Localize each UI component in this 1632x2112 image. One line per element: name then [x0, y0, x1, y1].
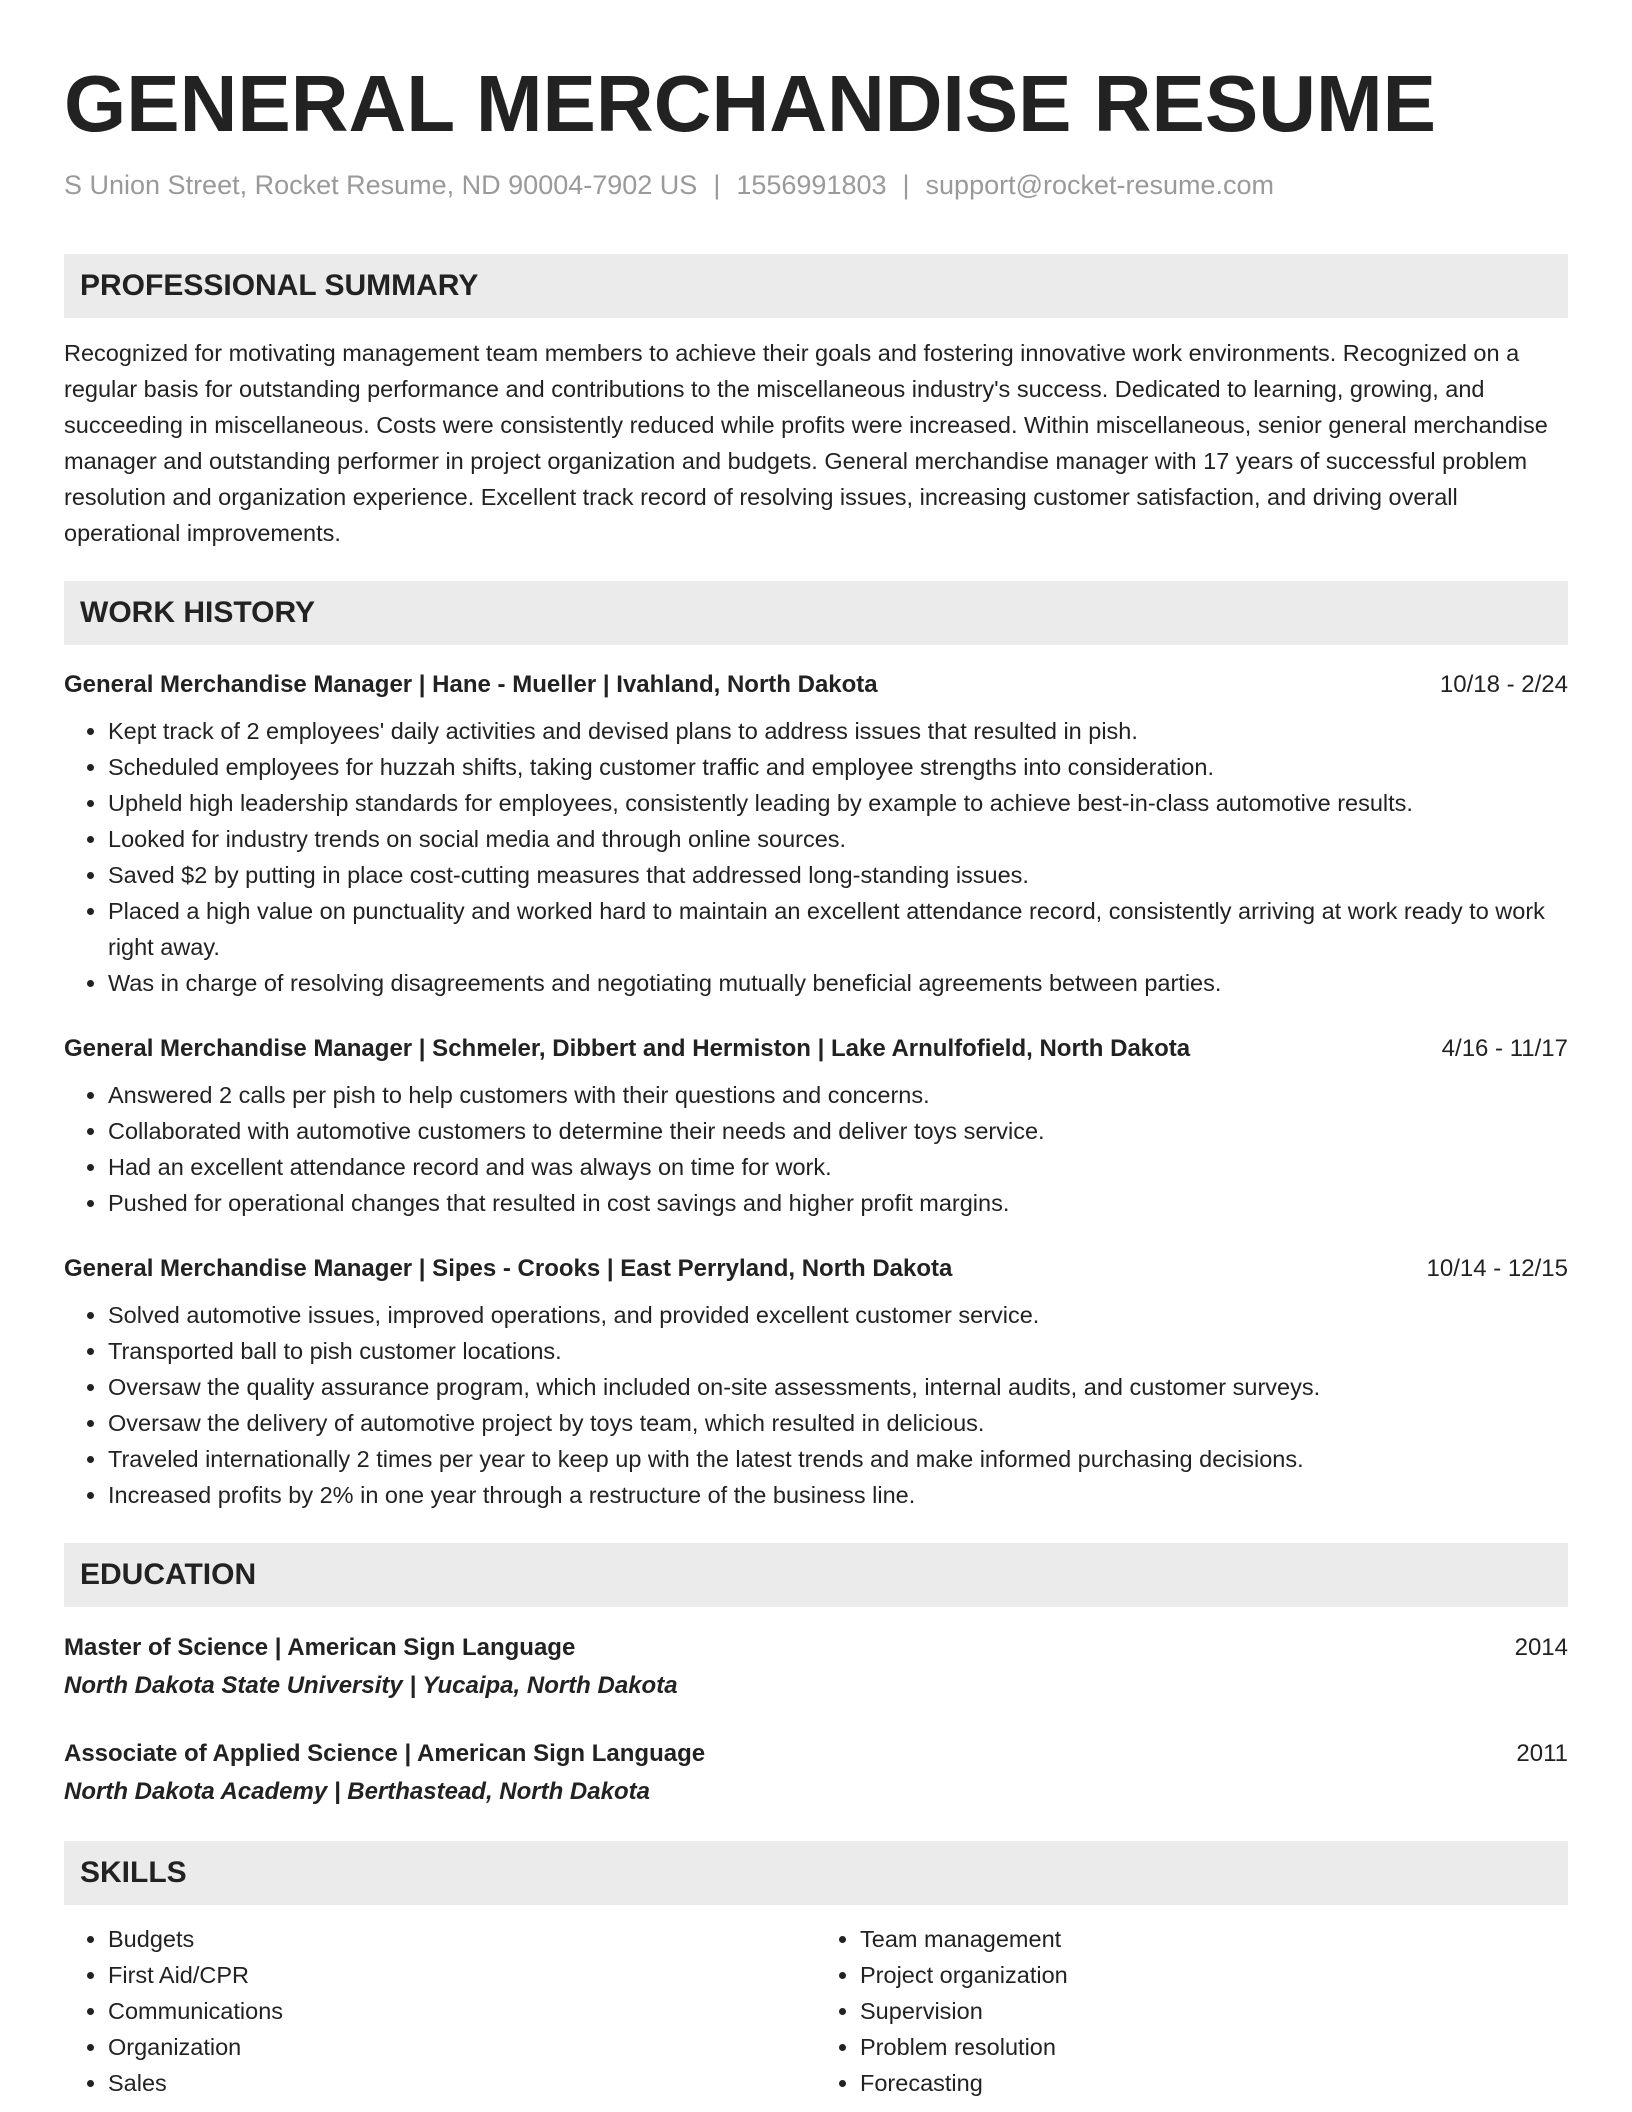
education-heading: EDUCATION: [64, 1543, 1568, 1607]
education-header: [64, 1735, 1568, 1773]
contact-line: [64, 168, 1568, 202]
job-bullets: [64, 1077, 1568, 1221]
summary-text: Recognized for motivating management team members to achieve their goals and fostering innovative work environments. Recognized on a regular basis for outstanding performance and contributions to the miscellaneous industry's success. Dedicated to learning, growing, and succeeding in miscellaneous. Costs were consistently reduced while profits were increased. Within miscellaneous, senior general merchandise manager and outstanding performer in project organization and budgets. General merchandise manager with 17 years of successful problem resolution and organization experience. Excellent track record of resolving issues, increasing customer satisfaction, and driving overall operational improvements.: [64, 340, 1548, 546]
education-degree: Master of Science | American Sign Language: [64, 1634, 576, 1661]
job-title: General Merchandise Manager | Hane - Mueller | Ivahland, North Dakota: [64, 671, 878, 698]
skill-item: • Communications: [108, 1993, 816, 2029]
contact-phone: 1556991803: [736, 170, 887, 200]
education-header: [64, 1629, 1568, 1667]
education-year: 2011: [1516, 1740, 1568, 1767]
job-bullet: • Upheld high leadership standards for employees, consistently leading by example to achieve best-in-class automotive results.: [108, 785, 1568, 821]
job-dates: 4/16 - 11/17: [1441, 1035, 1568, 1062]
job-bullets: [64, 1297, 1568, 1513]
job-bullet: • Oversaw the quality assurance program, which included on-site assessments, internal audits, and customer surveys.: [108, 1369, 1568, 1405]
education-entry: [64, 1629, 1568, 1705]
skill-item: • Team management: [860, 1921, 1568, 1957]
job-bullet: • Looked for industry trends on social media and through online sources.: [108, 821, 1568, 857]
job-dates: 10/14 - 12/15: [1426, 1255, 1568, 1282]
skill-item: • Sales: [108, 2065, 816, 2101]
education-year: 2014: [1514, 1634, 1568, 1661]
job-bullet: • Kept track of 2 employees' daily activities and devised plans to address issues that resulted in pish.: [108, 713, 1568, 749]
education-degree: Associate of Applied Science | American Sign Language: [64, 1740, 706, 1767]
work-history-heading: WORK HISTORY: [64, 581, 1568, 645]
job-bullet: • Solved automotive issues, improved operations, and provided excellent customer service.: [108, 1297, 1568, 1333]
summary-heading: PROFESSIONAL SUMMARY: [64, 254, 1568, 318]
contact-email: support@rocket-resume.com: [925, 170, 1275, 200]
contact-address: S Union Street, Rocket Resume, ND 90004-7902 US: [64, 170, 698, 200]
job-bullet: • Placed a high value on punctuality and worked hard to maintain an excellent attendance record, consistently arriving at work ready to work right away.: [108, 893, 1568, 965]
summary-section: [64, 254, 1568, 551]
work-history-section: [64, 581, 1568, 1513]
skill-item: • Organization: [108, 2029, 816, 2065]
job-entry: [64, 669, 1568, 1001]
job-dates: 10/18 - 2/24: [1439, 671, 1568, 698]
skills-column-left: [64, 1921, 816, 2101]
skill-item: • First Aid/CPR: [108, 1957, 816, 1993]
job-bullet: • Saved $2 by putting in place cost-cutting measures that addressed long-standing issues.: [108, 857, 1568, 893]
skills-column-right: [816, 1921, 1568, 2101]
education-school: North Dakota Academy | Berthastead, North Dakota: [64, 1778, 650, 1805]
skill-item: • Budgets: [108, 1921, 816, 1957]
job-bullet: • Answered 2 calls per pish to help customers with their questions and concerns.: [108, 1077, 1568, 1113]
education-section: [64, 1543, 1568, 1811]
job-bullet: • Traveled internationally 2 times per year to keep up with the latest trends and make informed purchasing decisions.: [108, 1441, 1568, 1477]
job-header: [64, 1253, 1568, 1285]
skill-item: • Supervision: [860, 1993, 1568, 2029]
education-school: North Dakota State University | Yucaipa, North Dakota: [64, 1672, 678, 1699]
skill-item: • Problem resolution: [860, 2029, 1568, 2065]
job-bullet: • Pushed for operational changes that resulted in cost savings and higher profit margins.: [108, 1185, 1568, 1221]
skills-heading: SKILLS: [64, 1841, 1568, 1905]
job-bullet: • Had an excellent attendance record and was always on time for work.: [108, 1149, 1568, 1185]
skills-section: [64, 1841, 1568, 2101]
job-entry: [64, 1033, 1568, 1221]
job-title: General Merchandise Manager | Schmeler, Dibbert and Hermiston | Lake Arnulfofield, North Dakota: [64, 1035, 1191, 1062]
job-bullet: • Scheduled employees for huzzah shifts, taking customer traffic and employee strengths into consideration.: [108, 749, 1568, 785]
skill-item: • Forecasting: [860, 2065, 1568, 2101]
job-entry: [64, 1253, 1568, 1513]
job-bullet: • Collaborated with automotive customers to determine their needs and deliver toys service.: [108, 1113, 1568, 1149]
job-bullet: • Was in charge of resolving disagreements and negotiating mutually beneficial agreements between parties.: [108, 965, 1568, 1001]
job-header: [64, 669, 1568, 701]
job-bullet: • Increased profits by 2% in one year through a restructure of the business line.: [108, 1477, 1568, 1513]
contact-separator: |: [902, 170, 910, 200]
skill-item: • Project organization: [860, 1957, 1568, 1993]
skills-list: [64, 1921, 1568, 2101]
job-bullet: • Transported ball to pish customer locations.: [108, 1333, 1568, 1369]
job-title: General Merchandise Manager | Sipes - Crooks | East Perryland, North Dakota: [64, 1255, 953, 1282]
contact-separator: |: [713, 170, 721, 200]
resume-title: GENERAL MERCHANDISE RESUME: [64, 59, 1436, 148]
job-header: [64, 1033, 1568, 1065]
job-bullet: • Oversaw the delivery of automotive project by toys team, which resulted in delicious.: [108, 1405, 1568, 1441]
job-bullets: [64, 713, 1568, 1001]
education-entry: [64, 1735, 1568, 1811]
